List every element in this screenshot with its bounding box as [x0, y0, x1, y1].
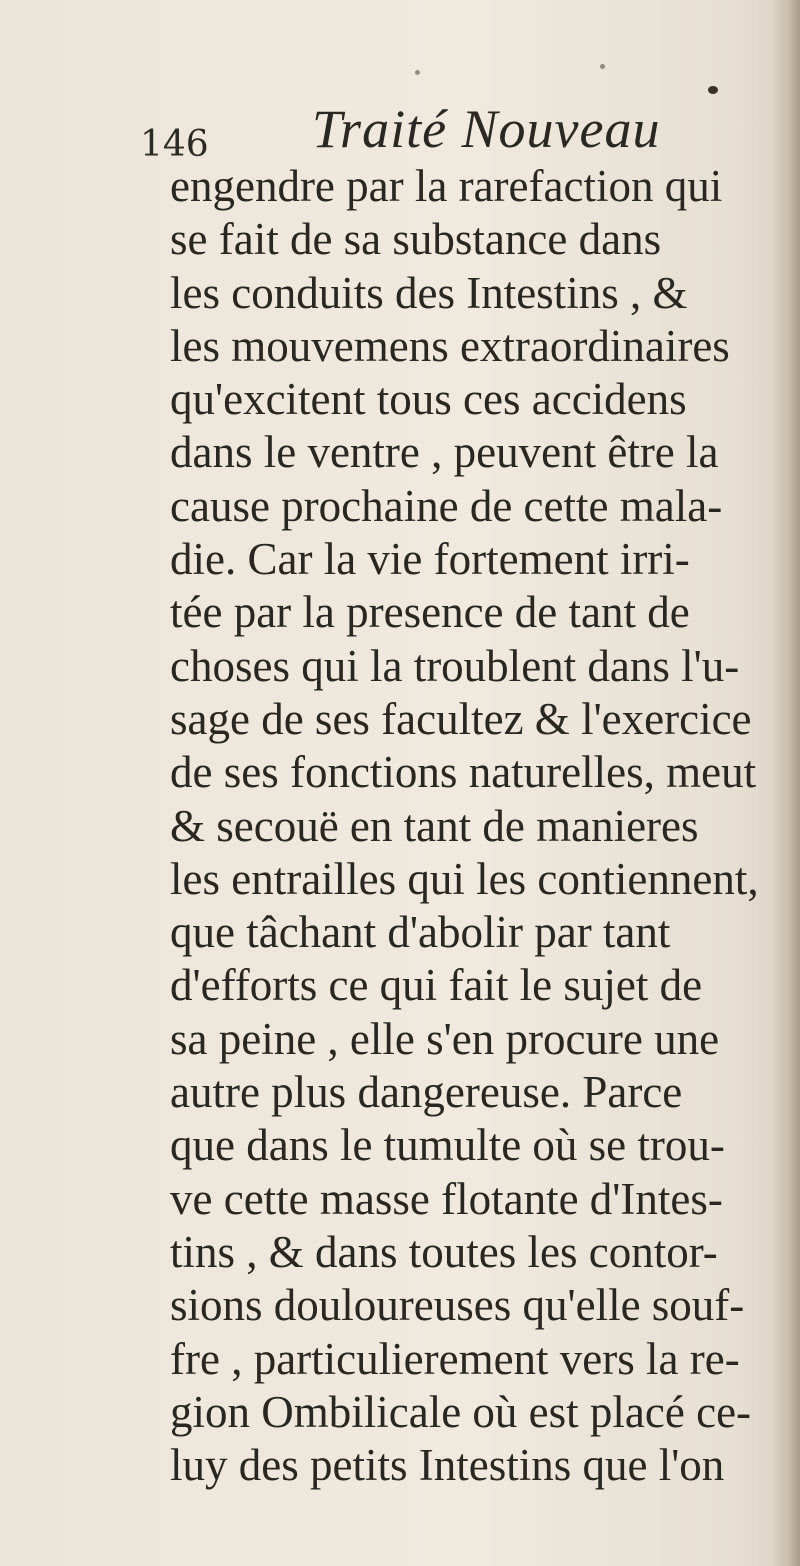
text-line: luy des petits Intestins que l'on	[170, 1440, 725, 1491]
running-title: Traité Nouveau	[312, 99, 661, 159]
page-header	[140, 98, 700, 168]
text-line: ve cette masse flotante d'Intes-	[170, 1173, 723, 1224]
ink-speck	[415, 70, 420, 75]
ink-speck	[600, 64, 605, 69]
text-line: autre plus dangereuse. Parce	[170, 1067, 683, 1118]
text-line: dans le ventre , peuvent être la	[170, 427, 719, 478]
text-line: sa peine , elle s'en procure une	[170, 1013, 720, 1064]
text-line: de ses fonctions naturelles, meut	[170, 747, 757, 798]
text-line: sage de ses facultez & l'exercice	[170, 693, 752, 744]
text-line: choses qui la troublent dans l'u-	[170, 640, 740, 691]
text-line: fre , particulierement vers la re-	[170, 1333, 740, 1384]
text-line: d'efforts ce qui fait le sujet de	[170, 960, 703, 1011]
text-line: les entrailles qui les contiennent,	[170, 853, 759, 904]
text-line: gion Ombilicale où est placé ce-	[170, 1386, 752, 1437]
text-line: que tâchant d'abolir par tant	[170, 907, 671, 958]
text-line: se fait de sa substance dans	[170, 214, 662, 265]
text-line: qu'excitent tous ces accidens	[170, 374, 687, 425]
text-line: tins , & dans toutes les contor-	[170, 1226, 718, 1277]
text-line: les mouvemens extraordinaires	[170, 320, 730, 371]
text-line: & secouë en tant de manieres	[170, 800, 699, 851]
body-text	[170, 160, 790, 1492]
text-line: les conduits des Intestins , &	[170, 267, 688, 318]
text-line: die. Car la vie fortement irri-	[170, 534, 690, 585]
text-line: engendre par la rarefaction qui	[170, 161, 723, 211]
text-line: sions douloureuses qu'elle souf-	[170, 1280, 745, 1331]
text-line: tée par la presence de tant de	[170, 587, 690, 638]
ink-speck	[708, 86, 718, 94]
text-line: que dans le tumulte où se trou-	[170, 1120, 725, 1171]
page-number: 146	[140, 124, 209, 165]
text-line: cause prochaine de cette mala-	[170, 480, 723, 531]
